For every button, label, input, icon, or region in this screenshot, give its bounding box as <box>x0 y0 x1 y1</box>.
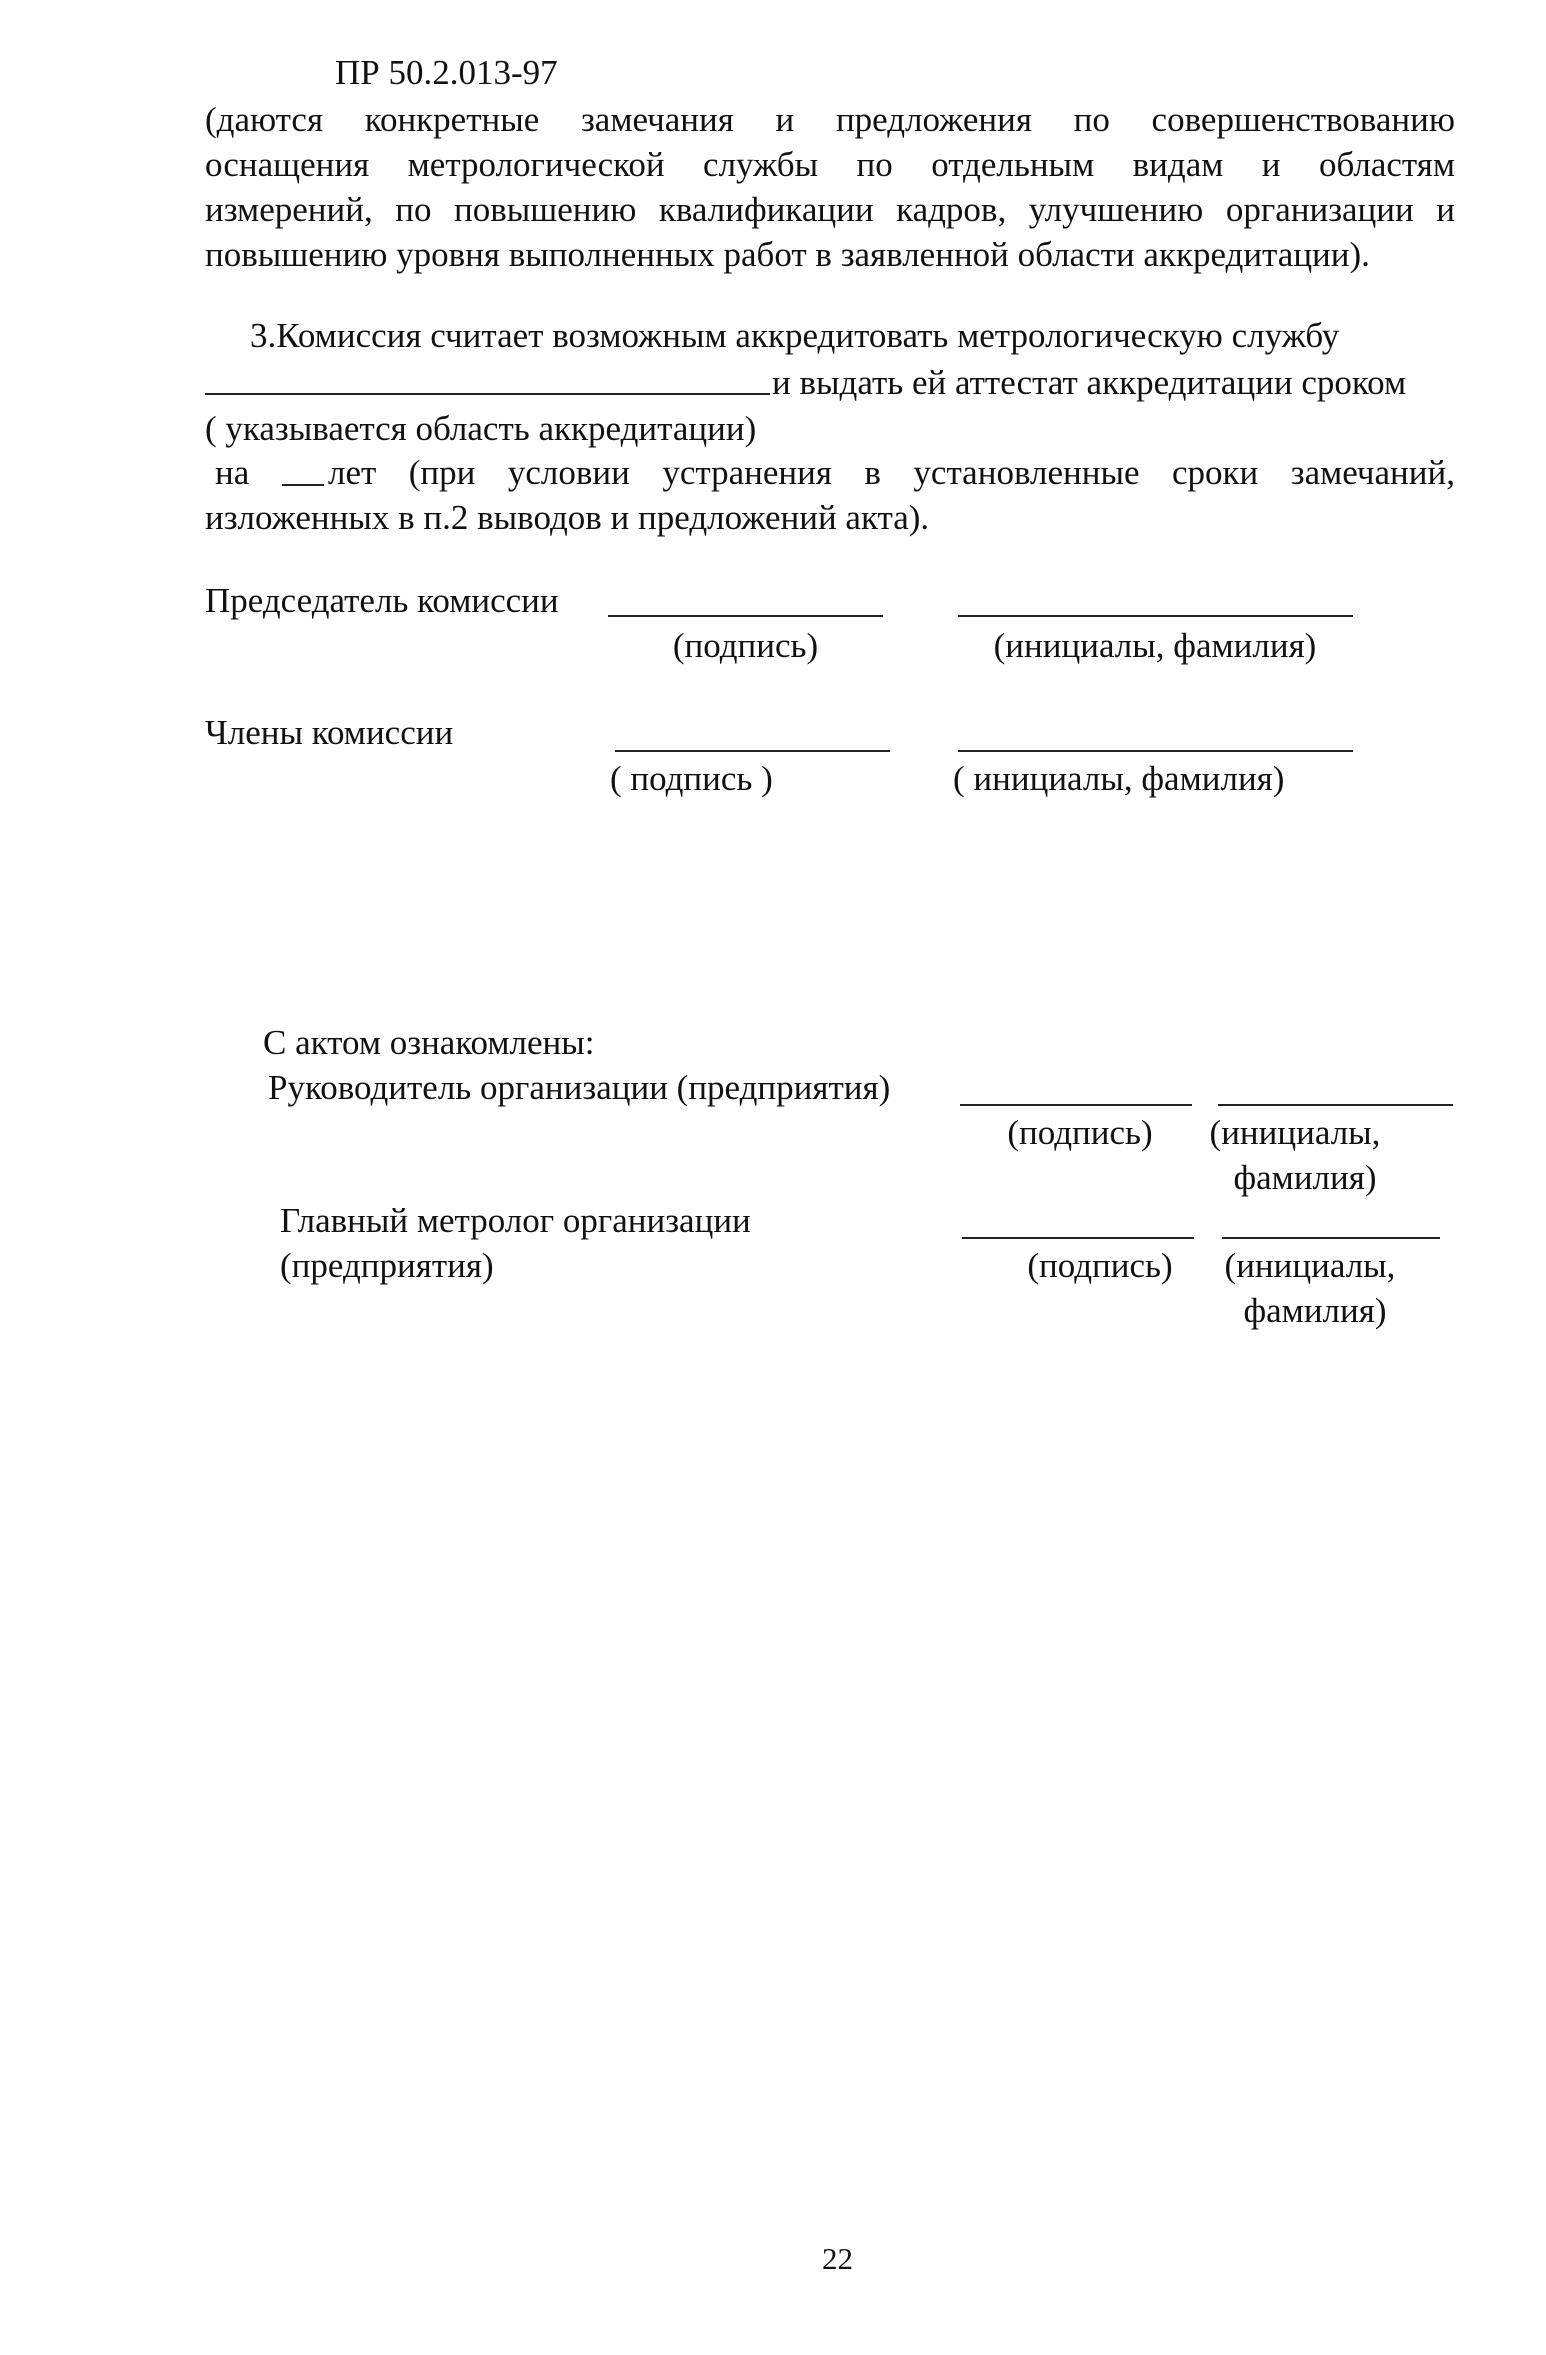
chairman-signature-line <box>608 615 883 617</box>
members-signature-caption: ( подпись ) <box>610 759 773 798</box>
head-name-caption-1: (инициалы, <box>1209 1113 1381 1152</box>
members-label: Члены комиссии <box>205 713 454 752</box>
chairman-label: Председатель комиссии <box>205 581 559 620</box>
members-name-caption: ( инициалы, фамилия) <box>953 759 1285 798</box>
head-signature-caption: (подпись) <box>1007 1113 1153 1152</box>
metrologist-label-1: Главный метролог организации <box>280 1201 751 1240</box>
members-name-line <box>958 750 1353 752</box>
section3-line-5: изложенных в п.2 выводов и предложений акта). <box>205 498 930 537</box>
section3-line-4-suffix: лет (при условии устранения в установленные сроки замечаний, <box>328 453 1455 492</box>
acquainted-heading: С актом ознакомлены: <box>263 1023 595 1062</box>
members-signature-line <box>615 750 890 752</box>
section3-line-2-suffix: и выдать ей аттестат аккредитации сроком <box>772 363 1407 402</box>
chairman-name-line <box>958 615 1353 617</box>
metrologist-name-caption-2: фамилия) <box>1243 1291 1387 1330</box>
head-label: Руководитель организации (предприятия) <box>268 1068 891 1107</box>
metrologist-label-2: (предприятия) <box>280 1246 494 1285</box>
head-name-line <box>1218 1104 1453 1106</box>
head-signature-line <box>960 1104 1192 1106</box>
page-number: 22 <box>822 2241 853 2276</box>
section3-line-3: ( указывается область аккредитации) <box>205 409 757 448</box>
metrologist-signature-line <box>962 1237 1194 1239</box>
years-blank-line <box>282 484 324 486</box>
metrologist-name-caption-1: (инициалы, <box>1224 1246 1396 1285</box>
section3-line-4-prefix: на <box>215 453 250 492</box>
accreditation-blank-line <box>205 393 770 395</box>
intro-line-4: повышению уровня выполненных работ в заявленной области аккредитации). <box>205 235 1370 274</box>
intro-line-2: оснащения метрологической службы по отдельным видам и областям <box>205 145 1455 184</box>
section3-line-1: 3.Комиссия считает возможным аккредитовать метрологическую службу <box>250 316 1340 355</box>
metrologist-signature-caption: (подпись) <box>1027 1246 1173 1285</box>
intro-line-1: (даются конкретные замечания и предложения по совершенствованию <box>205 100 1455 139</box>
metrologist-name-line <box>1222 1237 1440 1239</box>
chairman-name-caption: (инициалы, фамилия) <box>993 626 1317 665</box>
intro-line-3: измерений, по повышению квалификации кадров, улучшению организации и <box>205 190 1455 229</box>
document-code: ПР 50.2.013-97 <box>335 53 558 92</box>
chairman-signature-caption: (подпись) <box>672 626 819 665</box>
head-name-caption-2: фамилия) <box>1233 1158 1377 1197</box>
